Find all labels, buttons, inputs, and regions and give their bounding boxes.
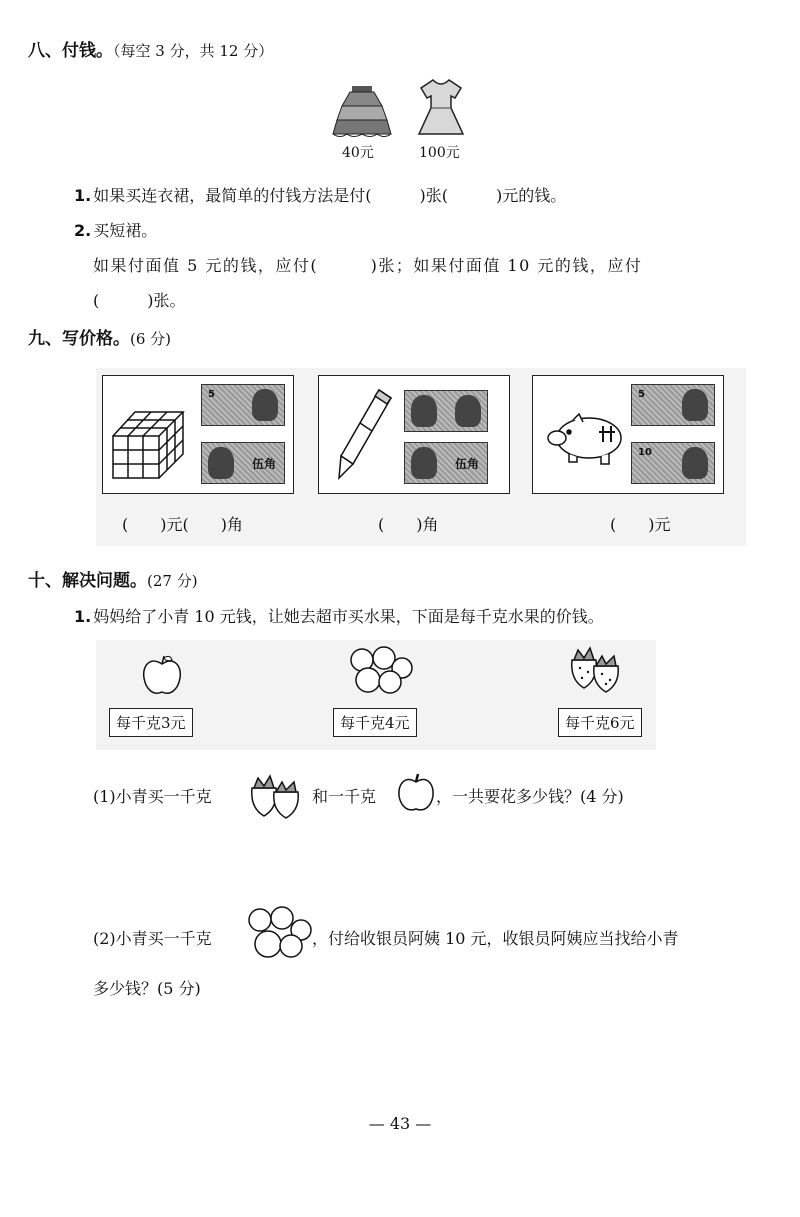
dress-price: 100元 — [419, 145, 460, 161]
question-8-2-line1: 如果付面值 5 元的钱，应付( )张；如果付面值 10 元的钱，应付 — [93, 256, 643, 275]
question-8-1: 1. 如果买连衣裙，最简单的付钱方法是付( )张( )元的钱。 — [74, 186, 567, 205]
section-8-score: （每空 3 分，共 12 分） — [113, 42, 274, 60]
price-label-apple: 每千克3元 — [109, 708, 193, 737]
question-8-2-line2: ( )张。 — [93, 291, 186, 310]
banknote-5-yuan-2: 5 — [631, 384, 715, 426]
answer-blank-cube: ( )元( )角 — [122, 515, 243, 534]
section-9-title: 九、写价格。 — [28, 329, 130, 349]
price-box-cube — [102, 375, 294, 494]
sub-question-2-part-a: (2)小青买一千克 — [93, 929, 212, 948]
banknote-10-yuan: 10 — [631, 442, 715, 484]
page-number: — 43 — — [368, 1114, 432, 1133]
section-9-score: (6 分) — [130, 330, 172, 348]
sub-question-1-part-c: ，一共要花多少钱？(4 分) — [436, 787, 624, 806]
oranges-icon — [346, 646, 416, 696]
skirt-price: 40元 — [342, 145, 374, 161]
question-10-1-text: 妈妈给了小青 10 元钱，让她去超市买水果，下面是每千克水果的价钱。 — [93, 607, 604, 626]
section-9-heading — [28, 324, 171, 349]
answer-blank-pencil: ( )角 — [378, 515, 439, 534]
question-8-2: 2. 买短裙。 — [74, 221, 158, 240]
sub-question-1-part-b: 和一千克 — [312, 787, 377, 806]
section-8-heading — [28, 36, 273, 61]
section-10-score: (27 分) — [147, 572, 198, 590]
apple-inline-icon — [396, 772, 436, 814]
sub-question-1-part-a: (1)小青买一千克 — [93, 787, 212, 806]
banknote-5-yuan: 5 — [201, 384, 285, 426]
price-box-pencil — [318, 375, 510, 494]
price-label-strawberries: 每千克6元 — [558, 708, 642, 737]
section-10-title: 十、解决问题。 — [28, 571, 147, 591]
banknote-2-jiao — [404, 390, 488, 432]
apple-icon — [140, 652, 184, 698]
banknote-5-jiao: 伍角 — [201, 442, 285, 484]
banknote-5-jiao-2: 伍角 — [404, 442, 488, 484]
sub-question-2-part-c: 多少钱？(5 分) — [93, 979, 201, 998]
price-box-piggy — [532, 375, 724, 494]
sub-question-2-part-b: ，付给收银员阿姨 10 元，收银员阿姨应当找给小青 — [312, 929, 679, 948]
question-10-1: 1. 妈妈给了小青 10 元钱，让她去超市买水果，下面是每千克水果的价钱。 — [74, 607, 604, 626]
section-10-heading — [28, 566, 198, 591]
piggy-bank-icon — [543, 412, 627, 468]
oranges-inline-icon — [246, 906, 314, 962]
answer-blank-piggy: ( )元 — [610, 515, 671, 534]
skirt-icon — [332, 84, 392, 140]
price-label-oranges: 每千克4元 — [333, 708, 417, 737]
pencil-icon — [335, 386, 395, 482]
strawberries-icon — [566, 640, 626, 696]
question-8-2-text: 买短裙。 — [93, 221, 158, 240]
question-8-1-text: 如果买连衣裙，最简单的付钱方法是付( )张( )元的钱。 — [93, 186, 567, 205]
dress-icon — [415, 78, 467, 138]
rubiks-cube-icon — [109, 406, 189, 482]
strawberries-inline-icon — [246, 766, 304, 824]
section-8-title: 八、付钱。 — [28, 41, 113, 61]
